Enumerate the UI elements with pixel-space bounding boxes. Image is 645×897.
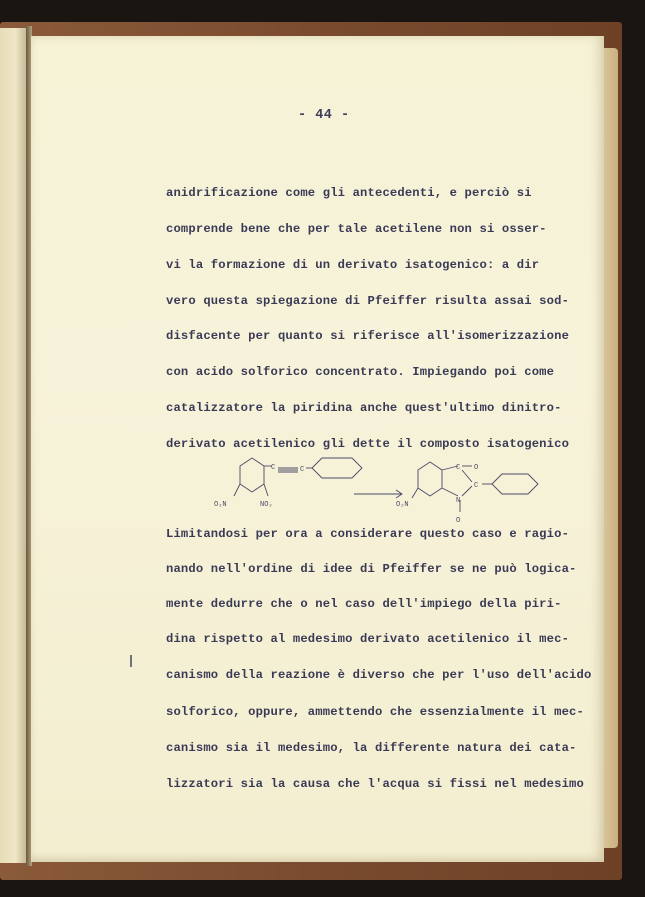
- benzene-ring: [240, 458, 264, 492]
- benzene-ring: [418, 462, 442, 496]
- text-line: lizzatori sia la causa che l'acqua si fissi nel medesimo: [166, 777, 584, 791]
- atom-label: O: [474, 464, 479, 472]
- text-line: mente dedurre che o nel caso dell'impiego della piri-: [166, 597, 562, 611]
- bond: [462, 486, 472, 496]
- text-line: anidrificazione come gli antecedenti, e perciò si: [166, 186, 532, 200]
- atom-label: O₂N: [396, 501, 409, 509]
- text-line: canismo sia il medesimo, la differente natura dei cata-: [166, 741, 577, 755]
- page-number: - 44 -: [298, 108, 350, 123]
- atom-label: C: [456, 464, 461, 472]
- bond: [234, 484, 240, 496]
- atom-label: O: [456, 517, 461, 525]
- margin-mark: [130, 655, 132, 667]
- text-line: vi la formazione di un derivato isatogenico: a dir: [166, 258, 540, 272]
- bond: [462, 470, 472, 482]
- text-line: canismo della reazione è diverso che per l'uso dell'acido: [166, 668, 592, 682]
- reaction-diagram: [210, 452, 550, 532]
- chemical-reaction-sketch: [210, 452, 550, 532]
- bond: [412, 488, 418, 498]
- text-line: derivato acetilenico gli dette il composto isatogenico: [166, 437, 570, 451]
- atom-label: NO₂: [260, 501, 273, 509]
- text-line: Limitandosi per ora a considerare questo caso e ragio-: [166, 527, 570, 541]
- text-line: disfacente per quanto si riferisce all'isomerizzazione: [166, 329, 570, 343]
- text-line: solforico, oppure, ammettendo che essenzialmente il mec-: [166, 705, 584, 719]
- text-line: dina rispetto al medesimo derivato acetilenico il mec-: [166, 632, 570, 646]
- phenyl-ring: [492, 474, 538, 494]
- text-line: con acido solforico concentrato. Impiegando poi come: [166, 365, 555, 379]
- atom-label: N: [456, 497, 461, 505]
- bond: [264, 484, 268, 496]
- text-line: catalizzatore la piridina anche quest'ultimo dinitro-: [166, 401, 562, 415]
- text-line: vero questa spiegazione di Pfeiffer risulta assai sod-: [166, 294, 570, 308]
- atom-label: C: [474, 482, 479, 490]
- phenyl-ring: [312, 458, 362, 478]
- atom-label: C: [271, 464, 276, 472]
- text-line: comprende bene che per tale acetilene non si osser-: [166, 222, 547, 236]
- atom-label: O₂N: [214, 501, 227, 509]
- atom-label: C: [300, 466, 305, 474]
- text-line: nando nell'ordine di idee di Pfeiffer se ne può logica-: [166, 562, 577, 576]
- bond: [442, 488, 458, 496]
